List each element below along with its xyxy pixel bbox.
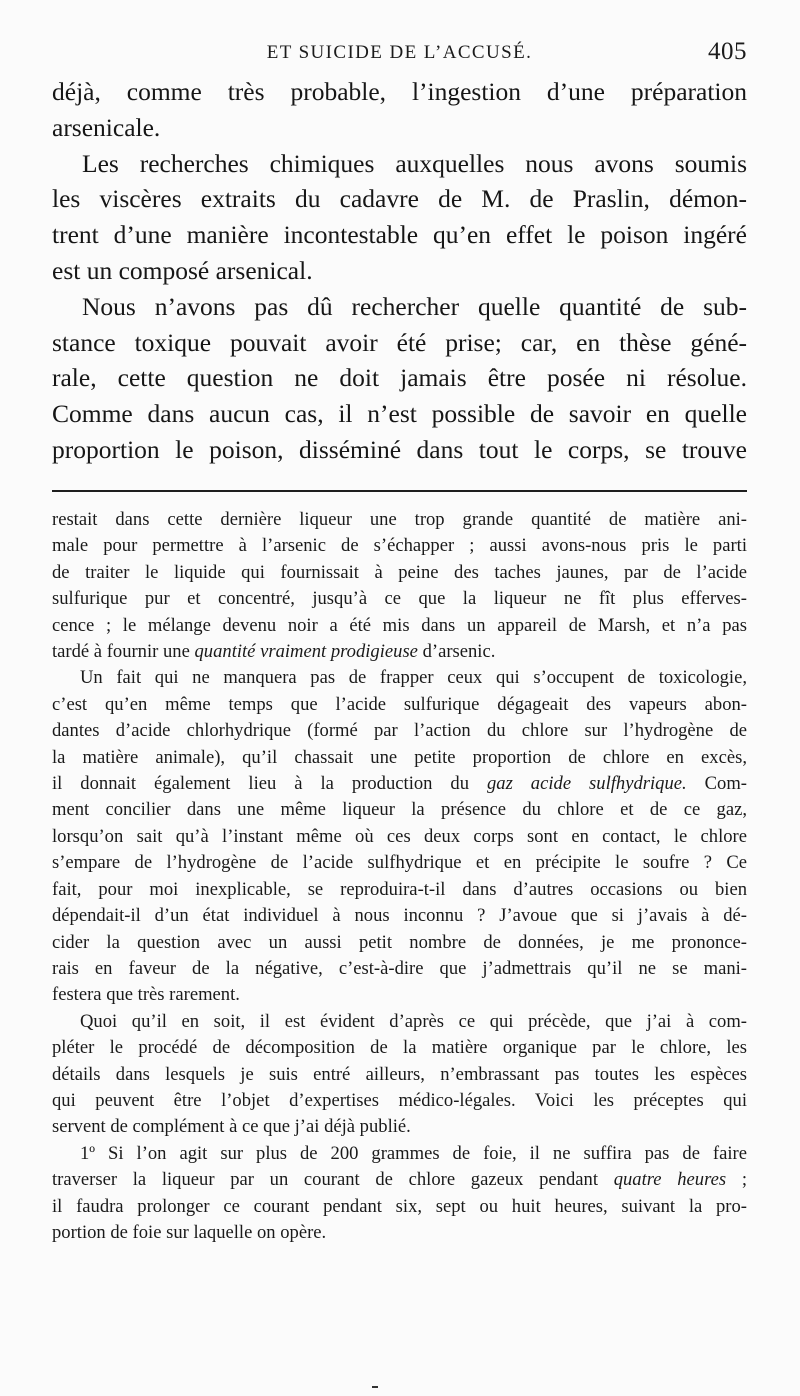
note-line: portion de foie sur laquelle on opère. — [52, 1221, 327, 1243]
note-line: cider la question avec un aussi petit nombre de données, je me prononce- — [52, 931, 747, 953]
note-italic: quantité vraiment prodigieuse — [194, 641, 418, 663]
note-text: traverser la liqueur par un courant de chlore gazeux pendant — [52, 1169, 614, 1191]
note-line: servent de complément à ce que j’ai déjà publié. — [52, 1116, 411, 1138]
note-line: festera que très rarement. — [52, 984, 240, 1006]
text-line: proportion le poison, disséminé dans tout le corps, se trouve — [52, 434, 747, 464]
note-line: fait, pour moi inexplicable, se reproduira-t-il dans d’autres occasions ou bien — [52, 878, 747, 900]
note-line: de traiter le liquide qui fournissait à peine des taches jaunes, par de l’acide — [52, 561, 747, 583]
text-line: arsenicale. — [52, 112, 161, 142]
text-line: Nous n’avons pas dû rechercher quelle quantité de sub- — [82, 291, 747, 321]
note-line: il faudra prolonger ce courant pendant six, sept ou huit heures, suivant la pro- — [52, 1195, 747, 1217]
note-line: dépendait-il d’un état individuel à nous inconnu ? J’avoue que si j’avais à dé- — [52, 905, 747, 927]
page-header — [52, 38, 747, 68]
note-line: c’est qu’en même temps que l’acide sulfurique dégageait des vapeurs abon- — [52, 693, 747, 715]
note-text: il donnait également lieu à la production du — [52, 773, 487, 795]
note-line — [52, 639, 747, 665]
bottom-mark — [372, 1386, 378, 1388]
note-text: Com- — [686, 773, 747, 795]
note-line: détails dans lesquels je suis entré ailleurs, n’embrassant pas toutes les espèces — [52, 1063, 747, 1085]
paragraph-1 — [52, 74, 747, 146]
text-line: Comme dans aucun cas, il n’est possible de savoir en quelle — [52, 399, 747, 429]
footnotes — [52, 507, 747, 1246]
running-head: ET SUICIDE DE L’ACCUSÉ. — [266, 42, 533, 63]
note-italic: quatre heures — [613, 1169, 727, 1191]
note-line: Quoi qu’il en soit, il est évident d’après ce qui précède, que j’ai à com- — [80, 1010, 747, 1032]
footnote-paragraph-4 — [52, 1141, 747, 1247]
text-line: les viscères extraits du cadavre de M. de Praslin, démon- — [52, 184, 747, 214]
main-text — [52, 74, 747, 468]
text-line: stance toxique pouvait avoir été prise; car, en thèse géné- — [52, 327, 747, 357]
note-line: Un fait qui ne manquera pas de frapper ceux qui s’occupent de toxicologie, — [80, 667, 747, 689]
note-line: cence ; le mélange devenu noir a été mis dans un appareil de Marsh, et n’a pas — [52, 614, 747, 636]
note-line: la matière animale), qu’il chassait une petite proportion de chlore en excès, — [52, 746, 747, 768]
note-line: dantes d’acide chlorhydrique (formé par l’action du chlore sur l’hydrogène de — [52, 720, 747, 742]
text-line: rale, cette question ne doit jamais être posée ni résolue. — [52, 363, 747, 393]
text-line: est un composé arsenical. — [52, 255, 313, 285]
note-text: ; — [726, 1169, 747, 1191]
note-italic: gaz acide sulfhydrique. — [487, 773, 687, 795]
note-line: male pour permettre à l’arsenic de s’échapper ; aussi avons-nous pris le parti — [52, 535, 747, 557]
note-line — [52, 771, 747, 797]
note-line: 1º Si l’on agit sur plus de 200 grammes de foie, il ne suffira pas de faire — [80, 1142, 747, 1164]
note-line: s’empare de l’hydrogène de l’acide sulfhydrique et en précipite le soufre ? Ce — [52, 852, 747, 874]
note-line: lorsqu’on sait qu’à l’instant même où ces deux corps sont en contact, le chlore — [52, 825, 747, 847]
note-line: qui peuvent être l’objet d’expertises médico-légales. Voici les préceptes qui — [52, 1089, 747, 1111]
paragraph-2 — [52, 146, 747, 289]
note-line: sulfurique pur et concentré, jusqu’à ce que la liqueur ne fît plus efferves- — [52, 588, 747, 610]
text-line: trent d’une manière incontestable qu’en effet le poison ingéré — [52, 220, 747, 250]
note-text: tardé à fournir une — [52, 641, 195, 663]
paragraph-3 — [52, 289, 747, 468]
text-line: Les recherches chimiques auxquelles nous avons soumis — [82, 148, 747, 178]
footnote-paragraph-3 — [52, 1009, 747, 1141]
note-line — [52, 1167, 747, 1193]
page-number: 405 — [708, 38, 747, 65]
note-line: restait dans cette dernière liqueur une trop grande quantité de matière ani- — [52, 509, 747, 530]
text-line: déjà, comme très probable, l’ingestion d’une préparation — [52, 77, 747, 106]
note-text: d’arsenic. — [417, 641, 496, 663]
note-line: ment concilier dans une même liqueur la présence du chlore et de ce gaz, — [52, 799, 747, 821]
footnote-separator — [52, 490, 747, 492]
note-line: pléter le procédé de décomposition de la matière organique par le chlore, les — [52, 1037, 747, 1059]
note-line: rais en faveur de la négative, c’est-à-dire que j’admettrais qu’il ne se mani- — [52, 957, 747, 979]
footnote-paragraph-1 — [52, 507, 747, 665]
footnote-paragraph-2 — [52, 665, 747, 1008]
